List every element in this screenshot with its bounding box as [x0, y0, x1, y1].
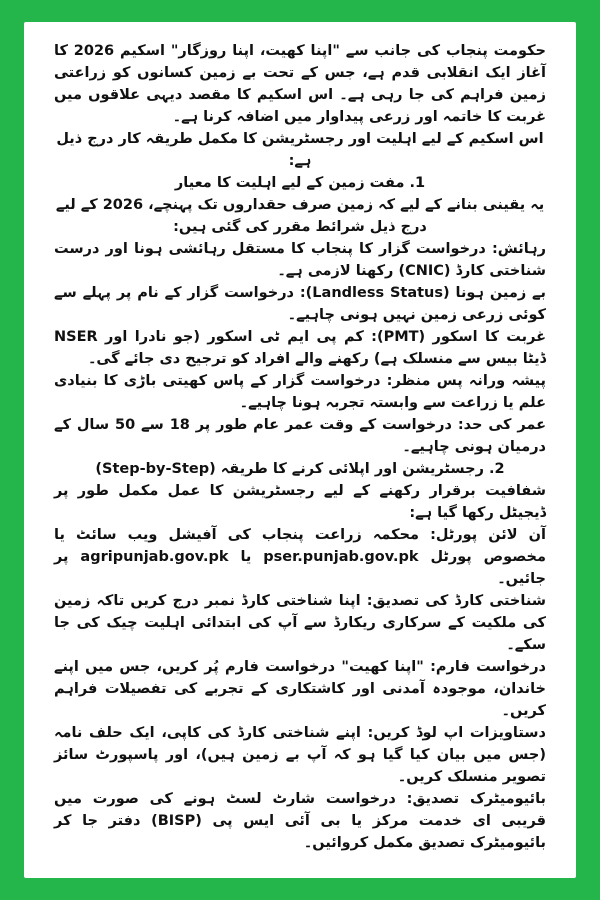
step-cnic-verification: شناختی کارڈ کی تصدیق: اپنا شناختی کارڈ نمبر درج کریں تاکہ زمین کی ملکیت کے سرکاری ریکارڈ سے آپ کی ابتدائی اہلیت چیک کی جا سکے۔ — [54, 593, 546, 653]
eligibility-pmt: غربت کا اسکور (PMT): کم پی ایم ٹی اسکور (جو نادرا اور NSER ڈیٹا بیس سے منسلک ہے) رکھنے والے افراد کو ترجیح دی جائے گی۔ — [54, 329, 546, 367]
eligibility-age: عمر کی حد: درخواست کے وقت عمر عام طور پر 18 سے 50 سال کے درمیان ہونی چاہیے۔ — [54, 417, 546, 455]
step-upload-documents: دستاویزات اپ لوڈ کریں: اپنے شناختی کارڈ کی کاپی، ایک حلف نامہ (جس میں بیان کیا گیا ہو کہ آپ بے زمین ہیں)، اور پاسپورٹ سائز تصویر منسلک کریں۔ — [54, 725, 546, 785]
article-body — [24, 22, 576, 864]
step-biometric-verification: بائیومیٹرک تصدیق: درخواست شارٹ لسٹ ہونے کی صورت میں قریبی ای خدمت مرکز یا بی آئی ایس پی (BISP) دفتر جا کر بائیومیٹرک تصدیق مکمل کروائیں۔ — [54, 791, 546, 851]
article-card — [24, 22, 576, 878]
step-application-form: درخواست فارم: "اپنا کھیت" درخواست فارم پُر کریں، جس میں اپنے خاندان، موجودہ آمدنی اور کاشتکاری کے تجربے کی تفصیلات فراہم کریں۔ — [54, 659, 546, 719]
eligibility-landless: بے زمین ہونا (Landless Status): درخواست گزار کے نام پر پہلے سے کوئی زرعی زمین نہیں ہونی چاہیے۔ — [54, 285, 546, 323]
eligibility-background: پیشہ ورانہ پس منظر: درخواست گزار کے پاس کھیتی باڑی کا بنیادی علم یا زراعت سے وابستہ تجربہ ہونا چاہیے۔ — [54, 373, 546, 411]
section-1-intro: یہ یقینی بنانے کے لیے کہ زمین صرف حقداروں تک پہنچے، 2026 کے لیے درج ذیل شرائط مقرر کی گئی ہیں: — [55, 197, 545, 235]
eligibility-residence: رہائش: درخواست گزار کا پنجاب کا مستقل رہائشی ہونا اور درست شناختی کارڈ (CNIC) رکھنا لازمی ہے۔ — [54, 241, 546, 279]
lead-line: اس اسکیم کے لیے اہلیت اور رجسٹریشن کا مکمل طریقہ کار درج ذیل ہے: — [56, 131, 544, 169]
section-2-intro: شفافیت برقرار رکھنے کے لیے رجسٹریشن کا عمل مکمل طور پر ڈیجیٹل رکھا گیا ہے: — [54, 483, 546, 521]
intro-paragraph: حکومت پنجاب کی جانب سے "اپنا کھیت، اپنا روزگار" اسکیم 2026 کا آغاز ایک انقلابی قدم ہے، جس کے تحت بے زمین کسانوں کو زراعتی زمین فراہم کی جا رہی ہے۔ اس اسکیم کا مقصد دیہی علاقوں میں غربت کا خاتمہ اور زرعی پیداوار میں اضافہ کرنا ہے۔ — [54, 43, 546, 125]
section-1-title: 1. مفت زمین کے لیے اہلیت کا معیار — [174, 175, 426, 191]
section-2-title: 2. رجسٹریشن اور اپلائی کرنے کا طریقہ (Step-by-Step) — [95, 461, 505, 477]
step-online-portal: آن لائن پورٹل: محکمہ زراعت پنجاب کی آفیشل ویب سائٹ یا مخصوص پورٹل pser.punjab.gov.pk یا agripunjab.gov.pk پر جائیں۔ — [54, 527, 546, 587]
